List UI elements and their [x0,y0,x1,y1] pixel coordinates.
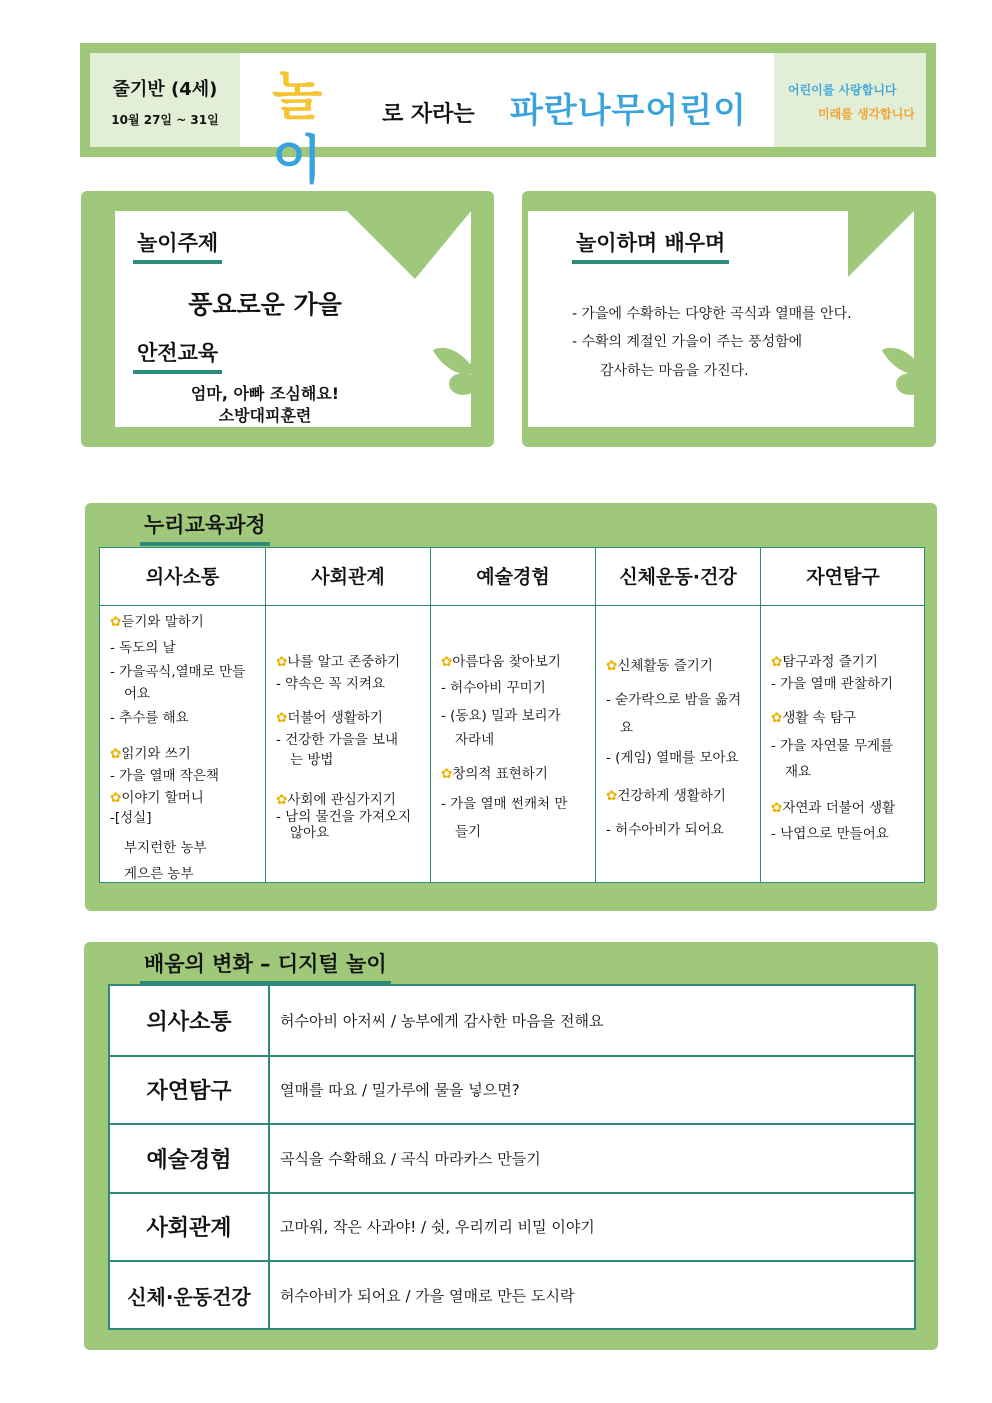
list-item: - 약속은 꼭 지켜요 [276,676,386,692]
list-item: -[성실] [110,810,152,826]
school-name: 파란나무어린이 [510,91,747,131]
nuri-table [99,547,925,883]
fold-corner-decoration [347,211,415,279]
table-row [110,1055,914,1124]
list-item: ✿이야기 할머니 [110,790,204,806]
list-item: - 허수아비가 되어요 [606,822,724,838]
flower-icon: ✿ [771,654,783,670]
flower-icon: ✿ [771,710,783,726]
topic-heading: 놀이주제 [133,227,222,264]
learning-line-2: - 수확의 계절인 가을이 주는 풍성함에 [572,334,803,350]
fold-corner-decoration [848,211,914,277]
table-row [110,986,914,1055]
table-row [110,1260,914,1329]
date-range: 10월 27일 ~ 31일 [111,113,219,127]
list-item: 않아요 [290,825,330,841]
leaf-icon [896,373,924,395]
flower-icon: ✿ [606,658,618,674]
row-text: 곡식을 수확해요 / 곡식 마라카스 만들기 [280,1149,541,1168]
row-text: 허수아비 아저씨 / 농부에게 감사한 마음을 전해요 [280,1011,604,1030]
list-item: - 가을 열매 관찰하기 [771,676,894,692]
safety-heading: 안전교육 [133,337,222,374]
column-header: 사회관계 [266,548,430,606]
learning-heading: 놀이하며 배우며 [572,227,729,264]
learning-line-1: - 가을에 수확하는 다양한 곡식과 열매를 안다. [572,306,852,322]
list-item: 들기 [455,824,482,840]
nuri-curriculum-section [85,503,937,911]
list-item: - 가을 자연물 무게를 [771,738,894,754]
list-item: 어요 [124,686,151,702]
column-header: 예술경험 [431,548,595,606]
list-item: ✿탐구과정 즐기기 [771,654,878,670]
fold-shade [415,211,471,279]
list-item: ✿신체활동 즐기기 [606,658,713,674]
list-item: - 건강한 가을을 보내 [276,732,399,748]
column-header: 신체운동·건강 [596,548,760,606]
list-item: - 숟가락으로 밤을 옮겨 [606,692,742,708]
row-label: 신체·운동건강 [110,1262,270,1329]
list-item: ✿사회에 관심가지기 [276,792,396,808]
column-header: 의사소통 [100,548,265,606]
learning-line-3: 감사하는 마음을 가진다. [600,363,749,379]
flower-icon: ✿ [441,654,453,670]
title-subtext: 로 자라는 [382,102,475,127]
flower-icon: ✿ [276,792,288,808]
learning-card [522,191,936,447]
list-item: ✿읽기와 쓰기 [110,746,191,762]
class-info-box [90,53,240,147]
column-header: 자연탐구 [761,548,925,606]
list-item: - 추수를 해요 [110,710,189,726]
list-item: 자라네 [455,732,495,748]
motto-line-2: 미래를 생각합니다 [818,107,915,121]
safety-item-2: 소방대피훈련 [218,406,312,425]
list-item: 게으른 농부 [124,866,194,882]
list-item: ✿건강하게 생활하기 [606,788,726,804]
title-play-logo: 놀이 [272,67,321,191]
flower-icon: ✿ [606,788,618,804]
list-item: - 독도의 날 [110,640,176,656]
list-item: - 낙엽으로 만들어요 [771,826,889,842]
list-item: ✿아름다움 찾아보기 [441,654,561,670]
list-item: 부지런한 농부 [124,840,207,856]
list-item: ✿나를 알고 존중하기 [276,654,401,670]
topic-main: 풍요로운 가을 [188,290,342,319]
flower-icon: ✿ [441,766,453,782]
row-label: 예술경험 [110,1125,270,1192]
digital-table [108,984,916,1330]
row-text: 고마워, 작은 사과야! / 쉿, 우리끼리 비밀 이야기 [280,1218,595,1237]
list-item: ✿듣기와 말하기 [110,614,204,630]
nuri-column-communication [100,548,265,882]
list-item: 는 방법 [290,752,334,768]
list-item: - 허수아비 꾸미기 [441,680,546,696]
flower-icon: ✿ [276,654,288,670]
table-row [110,1192,914,1261]
table-row [110,1123,914,1192]
header-inner [90,53,926,191]
flower-icon: ✿ [276,710,288,726]
nuri-column-art [430,548,595,882]
safety-item-1: 엄마, 아빠 조심해요! [190,384,340,403]
row-label: 자연탐구 [110,1057,270,1124]
list-item: 요 [620,720,634,736]
digital-heading: 배움의 변화 – 디지털 놀이 [140,948,391,985]
row-text: 허수아비가 되어요 / 가을 열매로 만든 도시락 [280,1286,575,1305]
motto-box [774,53,926,147]
list-item: - (게임) 열매를 모아요 [606,750,739,766]
list-item: - 가을 열매 작은책 [110,768,220,784]
list-item: 재요 [785,764,812,780]
list-item: - (동요) 밀과 보리가 [441,708,561,724]
flower-icon: ✿ [110,746,122,762]
newsletter-header [80,43,936,191]
digital-play-section [84,942,938,1350]
class-name: 줄기반 (4세) [112,79,218,100]
nuri-column-science [760,548,925,882]
list-item: ✿창의적 표현하기 [441,766,548,782]
flower-icon: ✿ [110,614,122,630]
motto-line-1: 어린이를 사랑합니다 [788,83,897,97]
nuri-column-physical [595,548,760,882]
nuri-column-social [265,548,430,882]
nuri-heading: 누리교육과정 [140,509,270,546]
list-item: - 남의 물건을 가져오지 [276,809,412,825]
leaf-icon [449,373,477,395]
topic-card [81,191,494,447]
flower-icon: ✿ [110,790,122,806]
row-text: 열매를 따요 / 밀가루에 물을 넣으면? [280,1081,520,1100]
row-label: 의사소통 [110,986,270,1055]
list-item: - 가을 열매 썬캐처 만 [441,796,568,812]
list-item: - 가을곡식,열매로 만들 [110,664,246,680]
row-label: 사회관계 [110,1194,270,1261]
list-item: ✿더불어 생활하기 [276,710,383,726]
list-item: ✿생활 속 탐구 [771,710,857,726]
learning-card-inner [528,211,874,427]
flower-icon: ✿ [771,800,783,816]
list-item: ✿자연과 더불어 생활 [771,800,896,816]
